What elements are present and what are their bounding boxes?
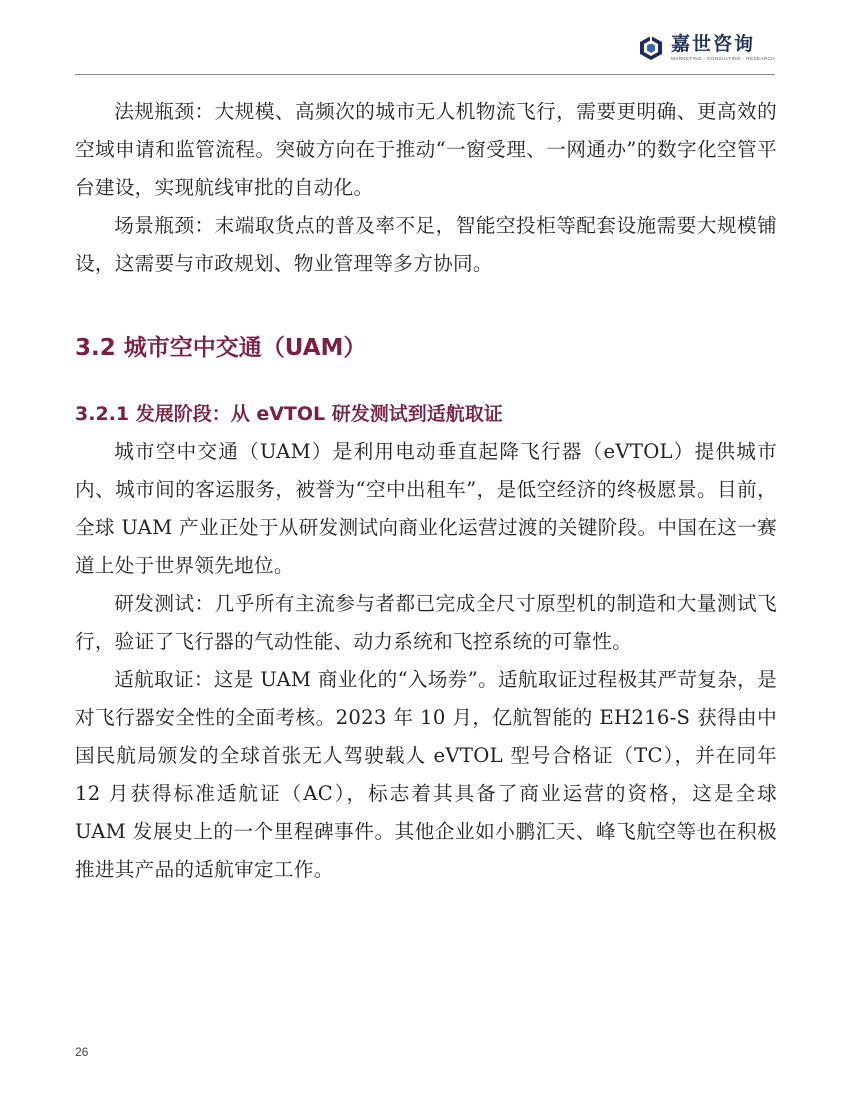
paragraph-regulation: 法规瓶颈：大规模、高频次的城市无人机物流飞行，需要更明确、更高效的空域申请和监管流程。突破方向在于推动“一窗受理、一网通办”的数字化空管平台建设，实现航线审批的自动化。 [75,100,777,199]
company-logo [638,34,775,61]
section-bottlenecks [75,93,777,283]
paragraph-uam-intro: 城市空中交通（UAM）是利用电动垂直起降飞行器（eVTOL）提供城市内、城市间的客运服务，被誉为“空中出租车”，是低空经济的终极愿景。目前，全球 UAM 产业正处于从研发测试向商业化运营过渡的关键阶段。中国在这一赛道上处于世界领先地位。 [75,440,777,577]
paragraph-rd-testing: 研发测试：几乎所有主流参与者都已完成全尺寸原型机的制造和大量测试飞行，验证了飞行器的气动性能、动力系统和飞控系统的可靠性。 [75,592,777,653]
page-number: 26 [75,1045,89,1059]
subsection-heading: 3.2.1 发展阶段：从 eVTOL 研发测试到适航取证 [75,403,503,425]
paragraph-scenario: 场景瓶颈：末端取货点的普及率不足，智能空投柜等配套设施需要大规模铺设，这需要与市政规划、物业管理等多方协同。 [75,214,777,275]
jiashi-logo-icon [638,35,664,61]
section-uam-stage [75,433,777,889]
page-header [0,0,850,80]
brand-tagline: MARKETING · CONSULTING · RESEARCH [671,56,775,61]
paragraph-airworthiness: 适航取证：这是 UAM 商业化的“入场券”。适航取证过程极其严苛复杂，是对飞行器安全性的全面考核。2023 年 10 月，亿航智能的 EH216-S 获得由中国民航局颁发的全球首张无人驾驶载人 eVTOL 型号合格证（TC），并在同年 12 月获得标准适航证（AC），标志着其具备了商业运营的资格，这是全球 UAM 发展史上的一个里程碑事件。其他企业如小鹏汇天、峰飞航空等也在积极推进其产品的适航审定工作。 [75,668,777,881]
brand-name: 嘉世咨询 [671,33,756,55]
header-divider [75,74,775,75]
section-heading: 3.2 城市空中交通（UAM） [75,335,367,361]
